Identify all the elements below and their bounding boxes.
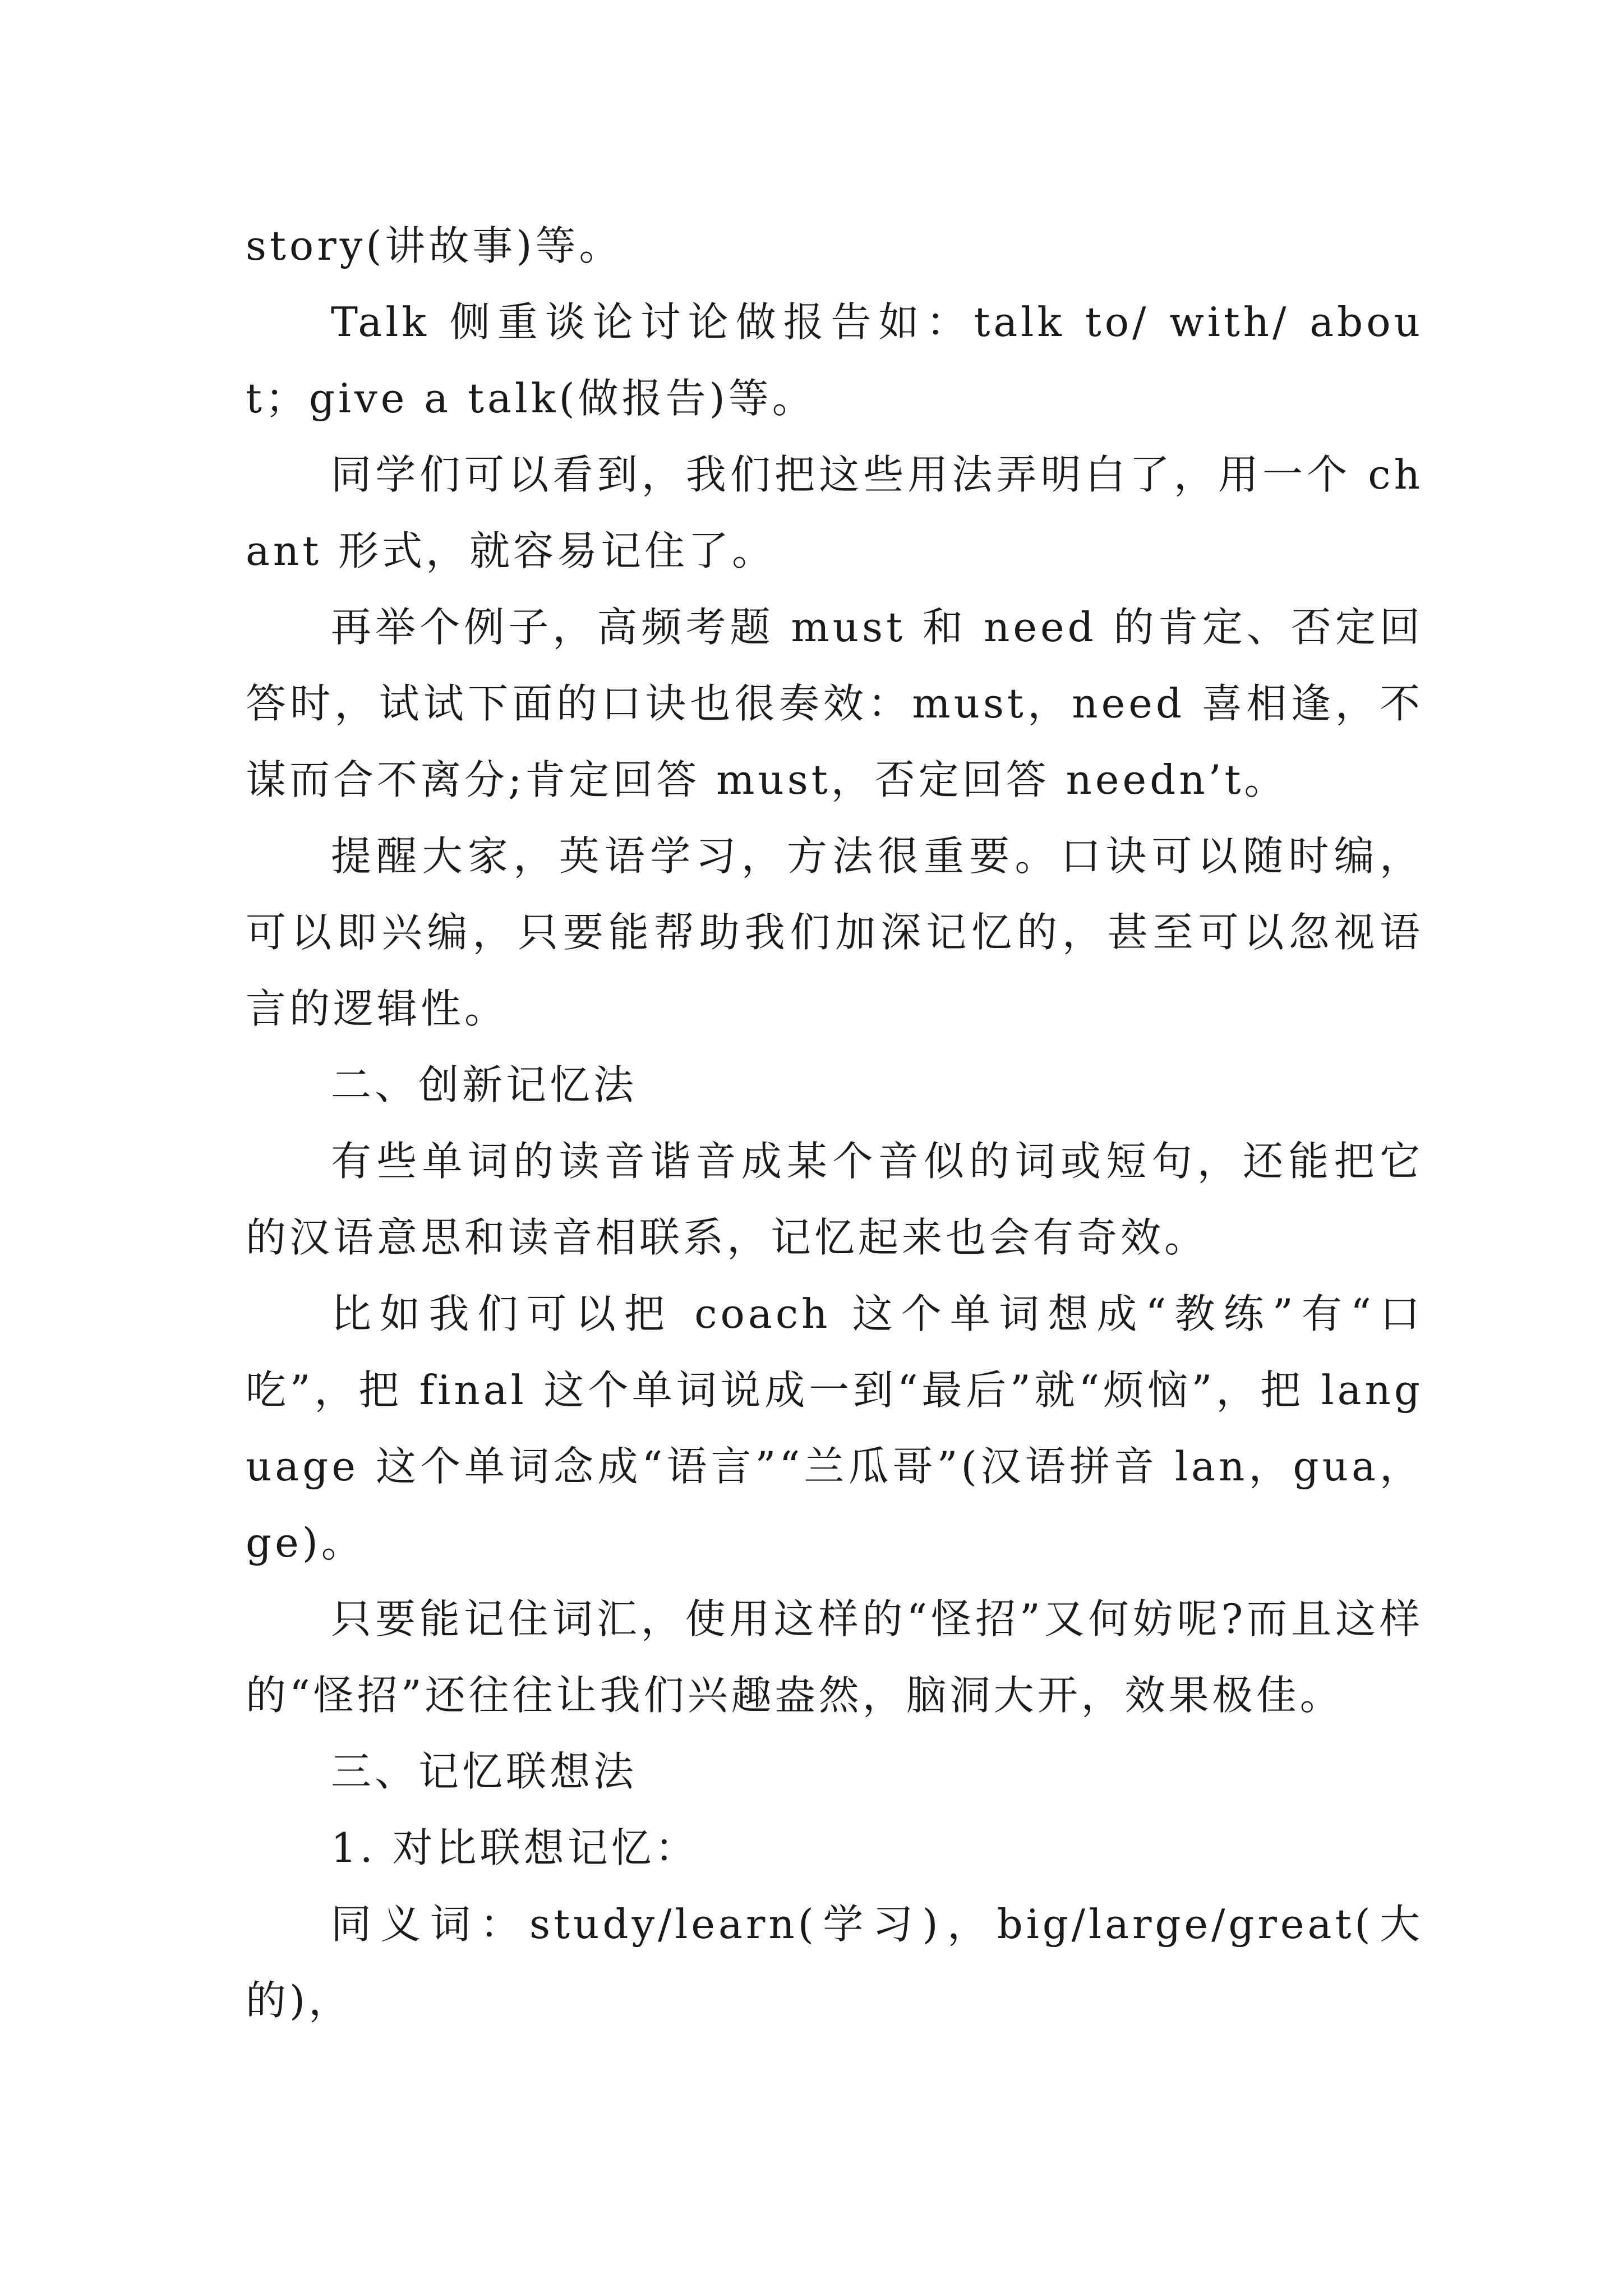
paragraph-tricks: 只要能记住词汇，使用这样的“怪招”又何妨呢?而且这样的“怪招”还往往让我们兴趣盎然，脑洞大开，效果极佳。 bbox=[246, 1595, 1423, 1719]
paragraph-continuation: story(讲故事)等。 bbox=[246, 222, 623, 269]
paragraph-talk-usage: Talk 侧重谈论讨论做报告如：talk to/ with/ about；give a talk(做报告)等。 bbox=[246, 298, 1423, 422]
paragraph-reminder: 提醒大家，英语学习，方法很重要。口诀可以随时编，可以即兴编，只要能帮助我们加深记忆的，甚至可以忽视语言的逻辑性。 bbox=[246, 832, 1423, 1032]
section-heading-association: 三、记忆联想法 bbox=[331, 1748, 638, 1795]
section-heading-innovative-memory: 二、创新记忆法 bbox=[331, 1061, 638, 1108]
subheading-contrast: 1. 对比联想记忆： bbox=[331, 1824, 699, 1871]
paragraph-examples: 比如我们可以把 coach 这个单词想成“教练”有“口吃”，把 final 这个单词说成一到“最后”就“烦恼”，把 language 这个单词念成“语言”“兰瓜哥”(汉语拼音 lan，gua，ge)。 bbox=[246, 1290, 1423, 1566]
document-body bbox=[246, 208, 1423, 2039]
paragraph-must-need: 再举个例子，高频考题 must 和 need 的肯定、否定回答时，试试下面的口诀也很奏效：must，need 喜相逢，不谋而合不离分;肯定回答 must，否定回答 needn’t。 bbox=[246, 604, 1423, 803]
paragraph-chant: 同学们可以看到，我们把这些用法弄明白了，用一个 chant 形式，就容易记住了。 bbox=[246, 451, 1423, 574]
paragraph-synonyms: 同义词：study/learn(学习)，big/large/great(大的)， bbox=[246, 1901, 1423, 2024]
paragraph-homophone: 有些单词的读音谐音成某个音似的词或短句，还能把它的汉语意思和读音相联系，记忆起来也会有奇效。 bbox=[246, 1138, 1423, 1261]
